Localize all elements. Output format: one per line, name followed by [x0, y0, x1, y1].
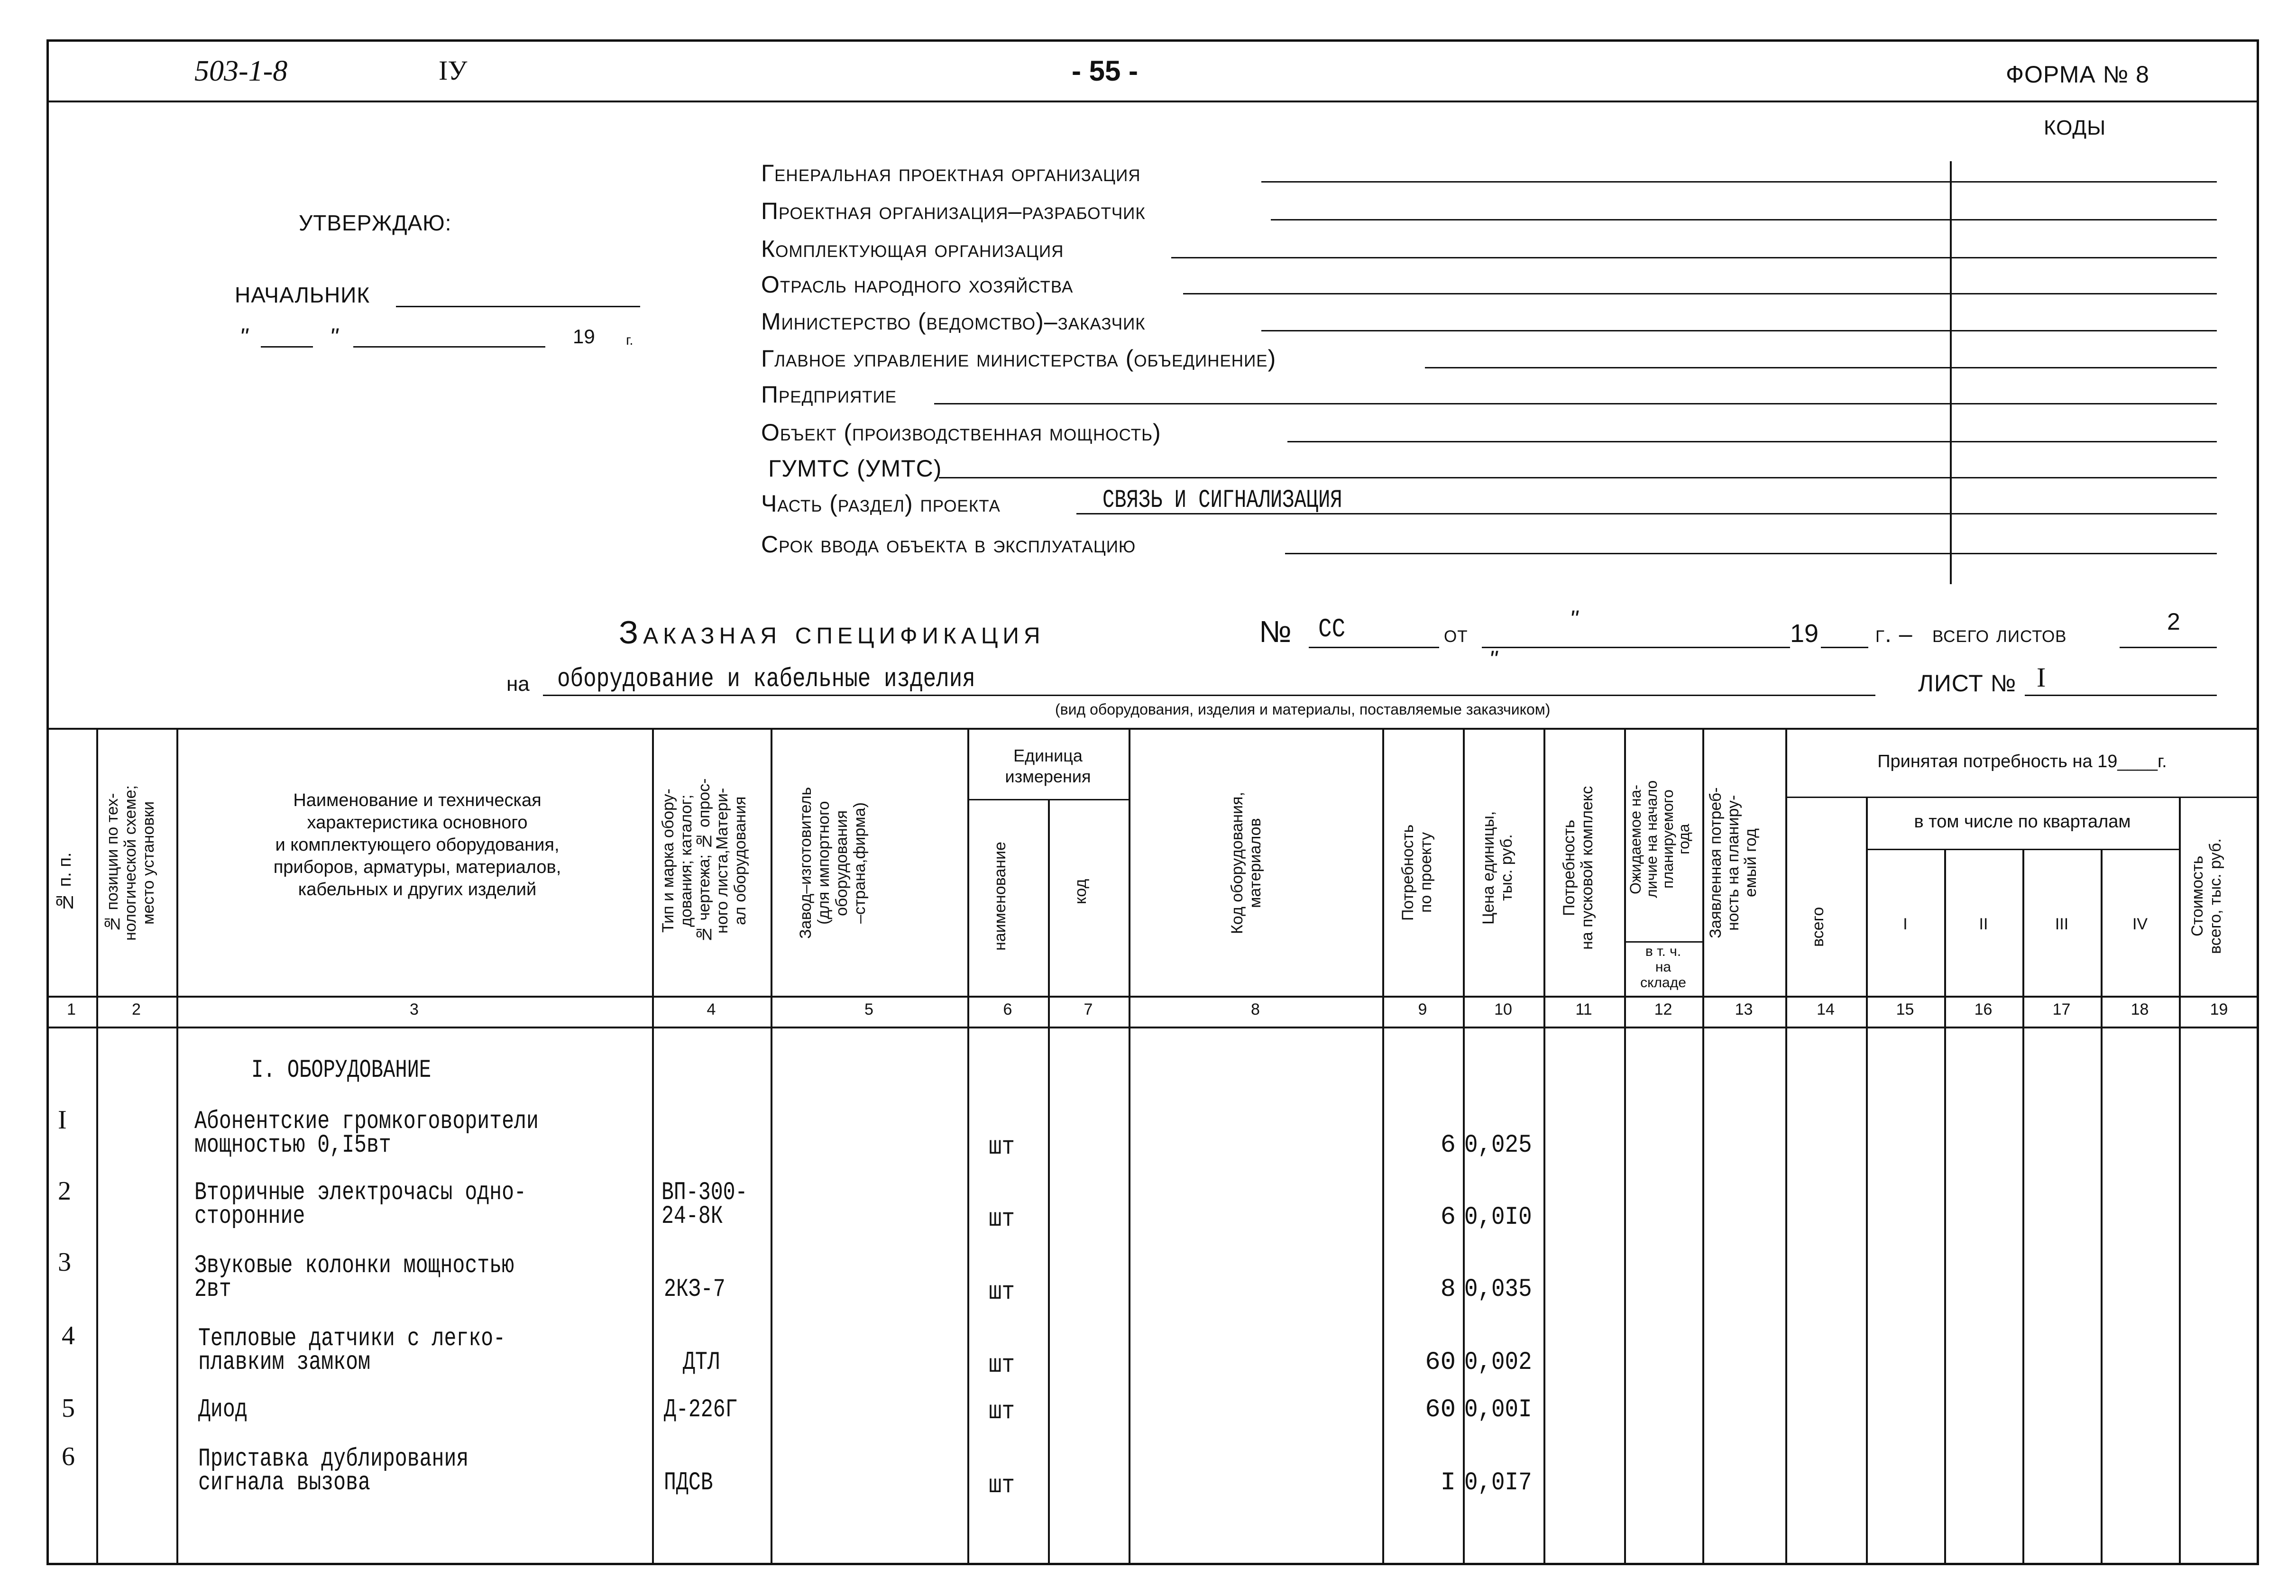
- row-3-num: 3: [58, 1247, 71, 1277]
- form-label: ФОРМА № 8: [2006, 61, 2149, 88]
- row-6-unit: шт: [989, 1471, 1015, 1500]
- row-4-unit: шт: [989, 1351, 1015, 1380]
- colnum-12: 12: [1654, 1000, 1672, 1018]
- col-border-6: [1048, 799, 1050, 1565]
- stock-divider: [1624, 941, 1702, 943]
- spec-year: 19: [1790, 619, 1819, 648]
- col-border-10: [1543, 728, 1545, 1565]
- header-c12-bottom: в т. ч. на складе: [1640, 944, 1686, 991]
- date-year-suffix: г.: [626, 332, 634, 348]
- row-5-type-line2: Д-226Г: [664, 1395, 738, 1424]
- row-4-num: 4: [62, 1321, 75, 1350]
- org-field-line-9: [1076, 513, 2217, 514]
- header-q4: IV: [2132, 915, 2148, 933]
- row-2-price: 0,0I0: [1464, 1203, 1532, 1232]
- table-colnum-bottom: [46, 1027, 2259, 1028]
- org-field-line-2: [1171, 257, 2217, 258]
- header-accepted: Принятая потребность на 19____г.: [1877, 752, 2167, 771]
- header-c19: Стоимость всего, тыс. руб.: [2188, 838, 2224, 954]
- colnum-6: 6: [1003, 1000, 1012, 1018]
- colnum-17: 17: [2052, 1000, 2071, 1018]
- header-c12-top: Ожидаемое на- личие на начало планируемого года: [1627, 780, 1692, 899]
- row-6-price: 0,0I7: [1464, 1468, 1532, 1497]
- org-field-line-0: [1261, 181, 2217, 183]
- date-quote-open: ": [239, 323, 248, 350]
- spec-title: Заказная спецификация: [619, 615, 1045, 651]
- header-c11: Потребность на пусковой комплекс: [1560, 786, 1596, 950]
- header-q3: III: [2055, 915, 2069, 933]
- header-unit-group: Единица измерения: [1005, 746, 1091, 786]
- spec-number-line: [1309, 647, 1439, 648]
- project-part-value: СВЯЗЬ И СИГНАЛИЗАЦИЯ: [1102, 486, 1342, 515]
- spec-from-label: от: [1444, 621, 1468, 647]
- colnum-5: 5: [864, 1000, 873, 1018]
- org-field-label-9: Часть (раздел) проекта: [761, 490, 1001, 517]
- row-2-qty: 6: [1440, 1203, 1456, 1232]
- org-field-line-7: [1287, 441, 2217, 442]
- row-6-qty: I: [1440, 1468, 1456, 1497]
- spec-sheet-number: I: [2037, 662, 2046, 693]
- spec-quote-open: ": [1570, 605, 1578, 632]
- spec-quote-close: ": [1489, 646, 1497, 672]
- row-4-price: 0,002: [1464, 1348, 1532, 1377]
- header-c5: Завод–изготовитель (для импортного оборудования –страна,фирма): [797, 787, 869, 939]
- table-top-border: [46, 728, 2259, 730]
- org-field-label-8: ГУМТС (УМТС): [768, 455, 942, 482]
- org-field-label-4: Министерство (ведомство)–заказчик: [761, 308, 1146, 335]
- row-3-name-line1: Звуковые колонки мощностью: [194, 1251, 514, 1280]
- colnum-4: 4: [707, 1000, 716, 1018]
- col-border-1: [96, 728, 98, 1565]
- org-field-label-3: Отрасль народного хозяйства: [761, 271, 1074, 298]
- section-title: I. ОБОРУДОВАНИЕ: [251, 1056, 432, 1085]
- chief-signature-line: [396, 306, 640, 307]
- col-border-15: [1944, 849, 1946, 1565]
- colnum-11: 11: [1575, 1000, 1592, 1018]
- header-c3: Наименование и техническая характеристика основного и комплектующего оборудования, приборов, арматуры, материалов, кабельных и других изделий: [273, 790, 561, 899]
- colnum-14: 14: [1817, 1000, 1835, 1018]
- row-2-type-line2: 24-8К: [661, 1202, 723, 1231]
- col-border-13: [1785, 728, 1787, 1565]
- row-5-unit: шт: [989, 1397, 1015, 1426]
- row-2-name-line1: Вторичные электрочасы одно-: [194, 1178, 526, 1207]
- row-1-price: 0,025: [1464, 1131, 1532, 1160]
- row-5-qty: 60: [1425, 1395, 1456, 1424]
- colnum-19: 19: [2210, 1000, 2228, 1018]
- header-c4: Тип и марка обору- дования; каталог; № чертежа; № опрос- ного листа,Матери- ал оборудования: [659, 778, 749, 943]
- row-2-num: 2: [58, 1176, 71, 1206]
- header-c2: № позиции по тех- нологической схеме; место установки: [103, 785, 157, 941]
- header-c7: код: [1072, 879, 1090, 904]
- colnum-7: 7: [1084, 1000, 1093, 1018]
- approve-label: УТВЕРЖДАЮ:: [299, 211, 452, 235]
- row-1-name-line2: мощностью 0,I5вт: [194, 1131, 391, 1160]
- row-2-name-line2: сторонние: [194, 1202, 305, 1231]
- row-4-type-line2: ДТЛ: [683, 1348, 720, 1377]
- colnum-15: 15: [1896, 1000, 1914, 1018]
- row-6-name-line2: сигнала вызова: [198, 1468, 370, 1497]
- org-field-line-6: [934, 403, 2217, 404]
- col-border-11: [1624, 728, 1626, 1565]
- header-quarters: в том числе по кварталам: [1914, 812, 2131, 832]
- row-5-name-line2: Диод: [198, 1395, 248, 1424]
- colnum-8: 8: [1251, 1000, 1260, 1018]
- colnum-1: 1: [67, 1000, 76, 1018]
- table-header-bottom: [46, 996, 2259, 998]
- header-q2: II: [1979, 915, 1988, 933]
- row-4-name-line1: Тепловые датчики с легко-: [198, 1324, 506, 1353]
- org-field-label-7: Объект (производственная мощность): [761, 419, 1161, 446]
- col-border-5: [967, 728, 969, 1565]
- row-3-name-line2: 2вт: [194, 1275, 231, 1304]
- col-border-12: [1702, 728, 1704, 1565]
- col-border-17: [2101, 849, 2103, 1565]
- header-c14: всего: [1809, 907, 1827, 947]
- spec-date-line: [1482, 647, 1790, 648]
- page-number: - 55 -: [1072, 55, 1139, 87]
- row-1-name-line1: Абонентские громкоговорители: [194, 1107, 539, 1136]
- spec-total-sheets-label: всего листов: [1932, 621, 2067, 647]
- spec-number-value: СС: [1318, 614, 1346, 644]
- row-1-num: I: [58, 1105, 67, 1135]
- col-border-14: [1866, 797, 1868, 1565]
- spec-subject-line: [543, 695, 1875, 696]
- row-3-price: 0,035: [1464, 1275, 1532, 1304]
- header-c13: Заявленная потреб- ность на планиру- емый год: [1707, 787, 1760, 939]
- date-month-line: [353, 346, 545, 348]
- colnum-16: 16: [1974, 1000, 1993, 1018]
- spec-total-sheets-line: [2120, 647, 2217, 648]
- row-4-qty: 60: [1425, 1348, 1456, 1377]
- header-c8: Код оборудования, материалов: [1228, 792, 1264, 934]
- row-2-type-line1: ВП-300-: [661, 1178, 748, 1207]
- org-field-label-6: Предприятие: [761, 381, 897, 408]
- row-5-num: 5: [62, 1394, 75, 1423]
- org-field-line-10: [1285, 553, 2217, 554]
- unit-group-divider: [967, 799, 1129, 800]
- col-border-7: [1129, 728, 1130, 1565]
- org-field-label-0: Генеральная проектная организация: [761, 160, 1141, 186]
- chief-label: НАЧАЛЬНИК: [235, 283, 370, 307]
- quarters-divider: [1866, 849, 2179, 850]
- col-border-2: [176, 728, 178, 1565]
- org-field-label-5: Главное управление министерства (объединение): [761, 345, 1277, 372]
- row-6-type-line2: ПДСВ: [664, 1468, 713, 1497]
- org-field-line-4: [1261, 330, 2217, 331]
- org-field-line-1: [1271, 219, 2217, 220]
- org-field-line-8: [939, 477, 2217, 478]
- colnum-9: 9: [1418, 1000, 1427, 1018]
- header-divider: [46, 101, 2259, 102]
- org-field-label-2: Комплектующая организация: [761, 236, 1064, 262]
- colnum-18: 18: [2131, 1000, 2149, 1018]
- doc-code: 503-1-8: [194, 55, 288, 87]
- spec-sheet-label: ЛИСТ №: [1918, 670, 2017, 697]
- colnum-3: 3: [410, 1000, 419, 1018]
- col-border-16: [2022, 849, 2024, 1565]
- col-border-4: [771, 728, 772, 1565]
- spec-year-line: [1821, 647, 1868, 648]
- col-border-18: [2179, 797, 2181, 1565]
- org-field-label-10: Срок ввода объекта в эксплуатацию: [761, 531, 1136, 558]
- colnum-10: 10: [1494, 1000, 1512, 1018]
- spec-on-label: на: [506, 672, 530, 696]
- volume-number: IУ: [439, 55, 468, 86]
- row-4-name-line2: плавким замком: [198, 1348, 370, 1377]
- org-field-line-3: [1183, 293, 2217, 294]
- date-day-line: [261, 346, 313, 348]
- codes-label: КОДЫ: [2044, 116, 2106, 139]
- org-field-label-1: Проектная организация–разработчик: [761, 198, 1146, 224]
- header-c6: наименование: [991, 842, 1009, 951]
- header-q1: I: [1903, 915, 1908, 933]
- row-2-unit: шт: [989, 1205, 1015, 1234]
- col-border-3: [652, 728, 654, 1565]
- row-3-type-line2: 2КЗ-7: [664, 1275, 726, 1304]
- accepted-divider: [1785, 797, 2259, 798]
- spec-sheet-line: [2025, 695, 2217, 696]
- spec-year-suffix: г. –: [1875, 621, 1913, 647]
- row-1-unit: шт: [989, 1133, 1015, 1162]
- date-year-prefix: 19: [573, 325, 595, 348]
- spec-subject-caption: (вид оборудования, изделия и материалы, поставляемые заказчиком): [1055, 701, 1551, 718]
- row-5-price: 0,00I: [1464, 1395, 1532, 1424]
- spec-subject: оборудование и кабельные изделия: [557, 664, 975, 694]
- org-field-line-5: [1425, 367, 2217, 368]
- spec-total-sheets: 2: [2167, 608, 2180, 635]
- header-c9: Потребность по проекту: [1399, 824, 1435, 921]
- row-1-qty: 6: [1440, 1131, 1456, 1160]
- header-c1: № п. п.: [55, 852, 75, 912]
- date-quote-close: ": [330, 323, 338, 350]
- row-6-name-line1: Приставка дублирования: [198, 1445, 469, 1474]
- codes-divider: [1950, 161, 1952, 584]
- row-6-num: 6: [62, 1442, 75, 1471]
- row-3-qty: 8: [1440, 1275, 1456, 1304]
- row-3-unit: шт: [989, 1278, 1015, 1307]
- header-c10: Цена единицы, тыс. руб.: [1479, 811, 1515, 925]
- spec-number-label: №: [1259, 615, 1292, 649]
- colnum-13: 13: [1735, 1000, 1753, 1018]
- colnum-2: 2: [132, 1000, 141, 1018]
